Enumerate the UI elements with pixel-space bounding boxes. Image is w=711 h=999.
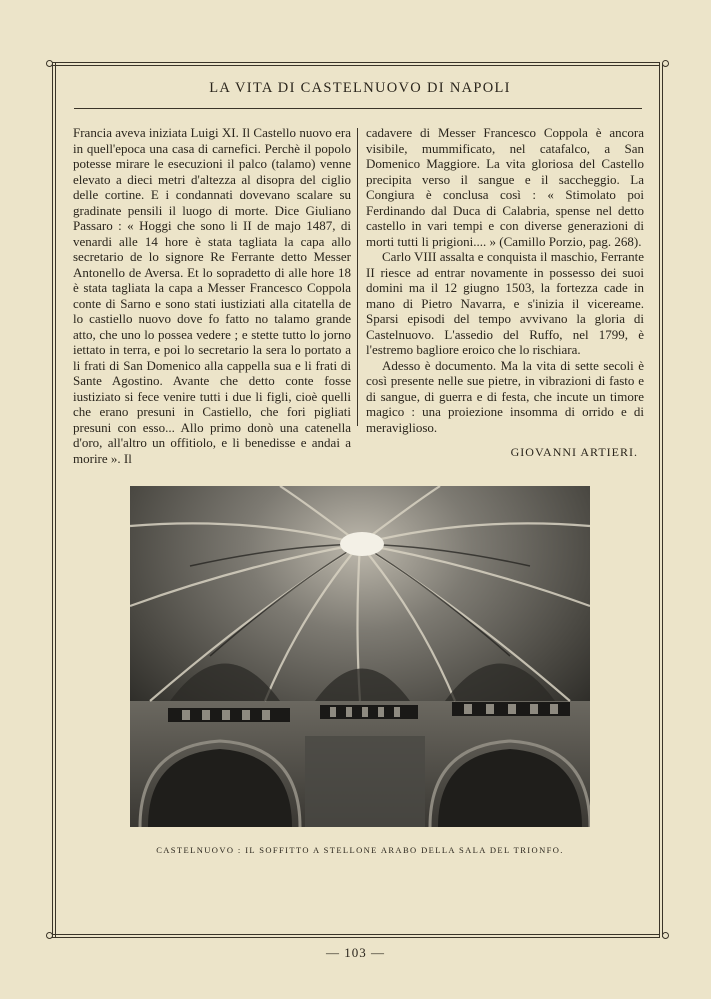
ceiling-illustration bbox=[130, 486, 590, 827]
running-title: LA VITA DI CASTELNUOVO DI NAPOLI bbox=[209, 80, 511, 96]
header-rule bbox=[74, 108, 642, 109]
frame-bottom-rule bbox=[52, 934, 660, 935]
frame-corner-ornament bbox=[46, 932, 53, 939]
frame-top-rule-inner bbox=[52, 65, 660, 66]
paragraph: Carlo VIII assalta e conquista il maschio, Ferrante II riesce ad entrar novamente in possesso dei suoi domini ma il 12 giugno 1503, la fortezza cade in mano di Pietro Navarra, e s'inizia il vicereame. Sparsi episodi del tempo avvivano la gloria di Castelnuovo. L'assedio del Ruffo, nel 1799, è l'estremo bagliore eroico che lo rischiara. bbox=[366, 249, 644, 357]
column-divider bbox=[357, 128, 358, 426]
frame-corner-ornament bbox=[662, 932, 669, 939]
paragraph: Adesso è documento. Ma la vita di sette secoli è così presente nelle sue pietre, in vibrazioni di fasto e di sangue, di guerra e di festa, che incute un timore magico : una proiezione insomma di orrido e di meraviglioso. bbox=[366, 357, 644, 435]
paragraph: Francia aveva iniziata Luigi XI. Il Castello nuovo era in quell'epoca una casa di carnefici. Perchè il popolo potesse mirare le esecuzioni il palco (talamo) venne elevato a dieci metri d'altezza al disopra del ciglio delle cortine. E i condannati dovevano scalare su gradinate pensili il luogo di morte. Dice Giuliano Passaro : « Hoggi che sono li II de majo 1487, di venardi alle 14 hore è stata tagliata la capa allo secretario de lo signore Re Ferrante detto Messer Antonello de Aversa. Et lo sopradetto di alle hore 18 è stata tagliata la capa a Messer Francesco Coppola conte di Sarno e sono stati iustiziati alla citatella de lo castiello nuovo dove fo fatto no talamo grande atto, che uno lo possea vedere ; e stette tutto lo jorno iettato in terra, e poi lo secretario la sera lo portato a li frati di San Domenico alla cappella sua e li frati di Sante Agostino. Avante che detto conte fosse iustiziato si fece venire tutti i due li figli, cioè quelli che erano presuni in Castiello, che fori pigliati presuni con esso... Allo primo donò una catenella d'oro, all'altro un offitiolo, e li benedisse e andai a morire ». Il bbox=[73, 125, 351, 466]
frame-right-rule-inner bbox=[662, 63, 663, 937]
oculus-light bbox=[340, 532, 384, 556]
frame-top-rule bbox=[52, 62, 660, 63]
paragraph: cadavere di Messer Francesco Coppola è ancora visibile, mummificato, nel catafalco, a San Domenico Maggiore. La vita gloriosa del Castello precipita verso il sangue e il saccheggio. La Congiura è conclusa così : « Stimolato poi Ferdinando dal Duca di Calabria, spense nel detto castello in vari tempi e con diverse generazioni di morti tutti li prigioni.... » (Camillo Porzio, pag. 268). bbox=[366, 125, 644, 249]
frame-bottom-rule-inner bbox=[52, 937, 660, 938]
author-signature: GIOVANNI ARTIERI. bbox=[510, 445, 638, 459]
vaulted-ceiling-photo bbox=[130, 486, 590, 827]
frame-left-rule-inner bbox=[55, 63, 56, 937]
right-text-column bbox=[366, 125, 644, 461]
figure-caption: CASTELNUOVO : IL SOFFITTO A STELLONE ARABO DELLA SALA DEL TRIONFO. bbox=[156, 845, 564, 855]
page-number: — 103 — bbox=[326, 945, 385, 960]
frame-right-rule bbox=[659, 63, 660, 937]
frame-left-rule bbox=[52, 63, 53, 937]
frame-corner-ornament bbox=[662, 60, 669, 67]
frame-corner-ornament bbox=[46, 60, 53, 67]
left-text-column bbox=[73, 125, 351, 466]
